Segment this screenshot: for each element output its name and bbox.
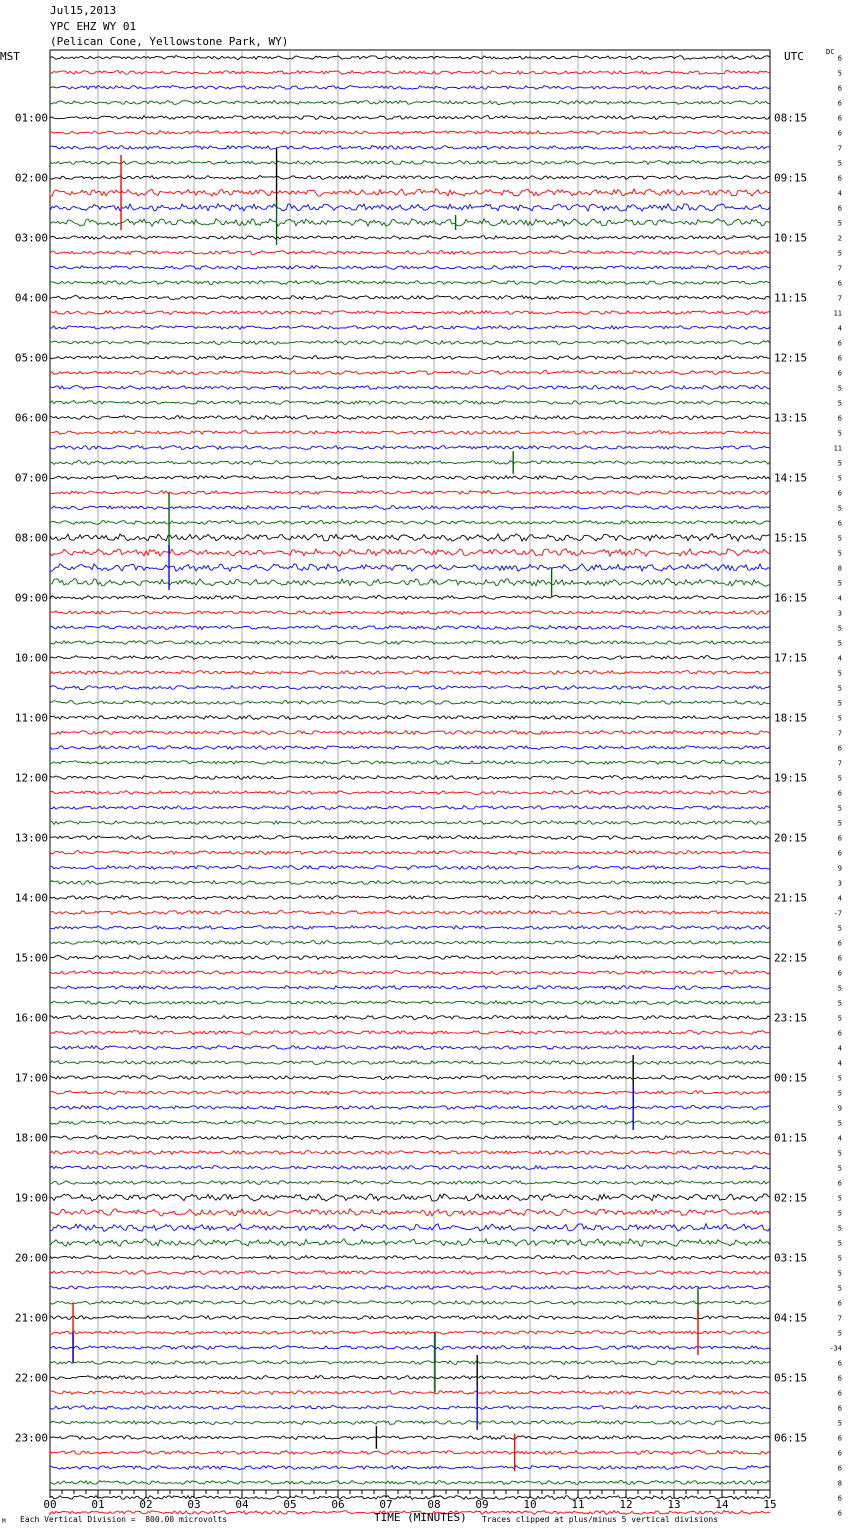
right-hour-label: 23:15: [774, 1011, 808, 1025]
x-tick-label: 06: [331, 1498, 345, 1511]
dc-offset-label: 5: [837, 639, 842, 648]
station-location: (Pelican Cone, Yellowstone Park, WY): [50, 35, 289, 48]
dc-offset-label: 9: [837, 864, 842, 873]
dc-offset-label: 5: [837, 429, 842, 438]
station-code: YPC EHZ WY 01: [50, 20, 137, 33]
dc-offset-label: 6: [837, 1434, 842, 1443]
trace-line: [50, 671, 770, 675]
trace-line: [50, 1481, 770, 1485]
left-hour-label: 01:00: [14, 111, 48, 125]
trace-line: [50, 986, 770, 990]
trace-line: [50, 189, 770, 196]
trace-line: [50, 371, 770, 375]
scale-note: Each Vertical Division = 800.00 microvolts: [20, 1515, 228, 1524]
dc-offset-label: 6: [837, 1464, 842, 1473]
x-tick-label: 07: [379, 1498, 393, 1511]
trace-line: [50, 416, 770, 420]
trace-line: [50, 1151, 770, 1155]
dc-offset-label: 5: [837, 504, 842, 513]
trace-line: [50, 1136, 770, 1140]
trace-line: [50, 506, 770, 510]
trace-line: [50, 956, 770, 960]
trace-line: [50, 281, 770, 285]
trace-line: [50, 1209, 770, 1216]
trace-line: [50, 146, 770, 150]
trace-line: [50, 251, 770, 255]
trace-line: [50, 1016, 770, 1020]
dc-offset-label: 6: [837, 1389, 842, 1398]
left-hour-label: 02:00: [14, 171, 48, 185]
dc-offset-label: 5: [837, 159, 842, 168]
trace-line: [50, 326, 770, 330]
trace-line: [50, 71, 770, 75]
left-hour-label: 17:00: [14, 1071, 48, 1085]
trace-line: [50, 1271, 770, 1275]
trace-line: [50, 1451, 770, 1455]
trace-line: [50, 56, 770, 60]
trace-line: [50, 491, 770, 495]
dc-offset-label: 6: [837, 1179, 842, 1188]
left-hour-label: 14:00: [14, 891, 48, 905]
right-hour-label: 08:15: [774, 111, 808, 125]
x-tick-label: 02: [139, 1498, 153, 1511]
dc-offset-label: 9: [837, 1104, 842, 1113]
left-hour-label: 03:00: [14, 231, 48, 245]
x-tick-label: 04: [235, 1498, 249, 1511]
x-tick-label: 11: [571, 1498, 585, 1511]
dc-offset-label: 6: [837, 834, 842, 843]
trace-line: [50, 131, 770, 135]
dc-offset-label: 3: [837, 609, 842, 618]
left-hour-label: 10:00: [14, 651, 48, 665]
clip-note: Traces clipped at plus/minus 5 vertical divisions: [482, 1515, 719, 1524]
trace-line: [50, 626, 770, 630]
dc-offset-label: 5: [837, 1239, 842, 1248]
x-tick-label: 09: [475, 1498, 489, 1511]
dc-offset-label: 5: [837, 1089, 842, 1098]
dc-offset-label: 4: [837, 324, 842, 333]
trace-line: [50, 836, 770, 840]
dc-offset-label: 6: [837, 1299, 842, 1308]
dc-offset-label: 5: [837, 924, 842, 933]
dc-column-label: DC: [826, 48, 835, 56]
trace-line: [50, 1316, 770, 1320]
dc-offset-label: 5: [837, 1254, 842, 1263]
x-axis-title: TIME (MINUTES): [374, 1511, 467, 1524]
right-hour-label: 03:15: [774, 1251, 808, 1265]
trace-line: [50, 731, 770, 735]
dc-offset-label: 5: [837, 1119, 842, 1128]
trace-line: [50, 881, 770, 885]
dc-offset-label: 4: [837, 1134, 842, 1143]
trace-line: [50, 1046, 770, 1050]
trace-line: [50, 461, 770, 465]
dc-offset-label: 5: [837, 219, 842, 228]
dc-offset-label: 5: [837, 549, 842, 558]
dc-offset-label: 6: [837, 1359, 842, 1368]
dc-offset-label: 4: [837, 1059, 842, 1068]
dc-offset-label: 4: [837, 894, 842, 903]
trace-line: [50, 686, 770, 690]
left-hour-label: 16:00: [14, 1011, 48, 1025]
trace-line: [50, 791, 770, 795]
left-timezone-label: MST: [0, 50, 20, 63]
right-hour-label: 18:15: [774, 711, 808, 725]
dc-offset-label: 5: [837, 1209, 842, 1218]
left-hour-label: 20:00: [14, 1251, 48, 1265]
dc-offset-label: 5: [837, 1269, 842, 1278]
dc-offset-label: 4: [837, 654, 842, 663]
x-tick-label: 00: [43, 1498, 57, 1511]
trace-line: [50, 1376, 770, 1380]
dc-offset-label: 3: [837, 879, 842, 888]
left-hour-label: 22:00: [14, 1371, 48, 1385]
trace-line: [50, 1091, 770, 1095]
corner-mark: M: [2, 1518, 6, 1525]
trace-line: [50, 1406, 770, 1410]
trace-line: [50, 806, 770, 810]
trace-line: [50, 534, 770, 541]
dc-offset-label: 5: [837, 684, 842, 693]
trace-line: [50, 1361, 770, 1365]
trace-line: [50, 431, 770, 435]
dc-offset-label: 6: [837, 54, 842, 63]
right-hour-label: 17:15: [774, 651, 808, 665]
trace-line: [50, 386, 770, 390]
trace-line: [50, 341, 770, 345]
dc-offset-label: 6: [837, 789, 842, 798]
left-hour-label: 06:00: [14, 411, 48, 425]
right-hour-label: 00:15: [774, 1071, 808, 1085]
left-hour-label: 07:00: [14, 471, 48, 485]
dc-offset-label: 8: [837, 1479, 842, 1488]
x-tick-label: 08: [427, 1498, 441, 1511]
left-hour-label: 04:00: [14, 291, 48, 305]
right-hour-label: 13:15: [774, 411, 808, 425]
trace-line: [50, 1391, 770, 1395]
dc-offset-label: 5: [837, 1224, 842, 1233]
trace-line: [50, 641, 770, 645]
trace-line: [50, 941, 770, 945]
trace-line: [50, 926, 770, 930]
plot-frame: [50, 50, 770, 1490]
dc-offset-label: 6: [837, 1404, 842, 1413]
dc-offset-label: 6: [837, 369, 842, 378]
dc-offset-label: 6: [837, 954, 842, 963]
dc-offset-label: 5: [837, 474, 842, 483]
dc-offset-label: 6: [837, 174, 842, 183]
trace-line: [50, 1239, 770, 1247]
left-hour-label: 21:00: [14, 1311, 48, 1325]
right-hour-label: 22:15: [774, 951, 808, 965]
right-hour-label: 11:15: [774, 291, 808, 305]
dc-offset-label: 5: [837, 1014, 842, 1023]
right-hour-label: 19:15: [774, 771, 808, 785]
dc-offset-label: 5: [837, 399, 842, 408]
trace-line: [50, 1301, 770, 1305]
trace-line: [50, 446, 770, 450]
trace-line: [50, 521, 770, 525]
left-hour-label: 12:00: [14, 771, 48, 785]
trace-line: [50, 476, 770, 480]
left-hour-label: 13:00: [14, 831, 48, 845]
trace-line: [50, 701, 770, 705]
trace-line: [50, 1436, 770, 1440]
trace-line: [50, 761, 770, 765]
x-tick-label: 12: [619, 1498, 633, 1511]
trace-line: [50, 266, 770, 270]
trace-line: [50, 1331, 770, 1335]
dc-offset-label: 6: [837, 744, 842, 753]
trace-line: [50, 1421, 770, 1425]
trace-line: [50, 116, 770, 120]
trace-line: [50, 176, 770, 180]
dc-offset-label: 6: [837, 129, 842, 138]
trace-line: [50, 1256, 770, 1260]
trace-line: [50, 1346, 770, 1350]
trace-line: [50, 296, 770, 300]
dc-offset-label: 7: [837, 294, 842, 303]
dc-offset-label: 4: [837, 189, 842, 198]
right-hour-label: 15:15: [774, 531, 808, 545]
trace-line: [50, 656, 770, 660]
left-hour-label: 18:00: [14, 1131, 48, 1145]
trace-line: [50, 866, 770, 870]
dc-offset-label: 6: [837, 969, 842, 978]
trace-line: [50, 86, 770, 90]
right-hour-label: 09:15: [774, 171, 808, 185]
dc-offset-label: 5: [837, 1284, 842, 1293]
dc-offset-label: 5: [837, 999, 842, 1008]
x-tick-label: 13: [667, 1498, 681, 1511]
trace-line: [50, 1224, 770, 1232]
right-hour-label: 12:15: [774, 351, 808, 365]
dc-offset-label: 5: [837, 1194, 842, 1203]
trace-line: [50, 1466, 770, 1470]
dc-offset-label: 6: [837, 1374, 842, 1383]
dc-offset-label: 7: [837, 729, 842, 738]
dc-offset-label: 5: [837, 534, 842, 543]
trace-line: [50, 896, 770, 900]
left-hour-label: 09:00: [14, 591, 48, 605]
trace-line: [50, 579, 770, 586]
right-hour-label: 05:15: [774, 1371, 808, 1385]
trace-line: [50, 776, 770, 780]
dc-offset-label: 5: [837, 1419, 842, 1428]
trace-line: [50, 1194, 770, 1201]
trace-line: [50, 1001, 770, 1005]
right-hour-label: 14:15: [774, 471, 808, 485]
record-date: Jul15,2013: [50, 4, 117, 17]
trace-line: [50, 821, 770, 825]
dc-offset-label: 6: [837, 99, 842, 108]
right-hour-label: 02:15: [774, 1191, 808, 1205]
x-tick-label: 10: [523, 1498, 537, 1511]
right-timezone-label: UTC: [784, 50, 804, 63]
dc-offset-label: -7: [833, 909, 842, 918]
left-hour-label: 08:00: [14, 531, 48, 545]
trace-line: [50, 1496, 770, 1500]
dc-offset-label: 5: [837, 669, 842, 678]
dc-offset-label: 7: [837, 264, 842, 273]
trace-line: [50, 549, 770, 557]
x-tick-label: 14: [715, 1498, 729, 1511]
x-tick-label: 15: [763, 1498, 777, 1511]
dc-offset-label: 5: [837, 624, 842, 633]
dc-offset-label: 5: [837, 819, 842, 828]
dc-offset-label: 5: [837, 804, 842, 813]
trace-line: [50, 1061, 770, 1065]
dc-offset-label: 6: [837, 1494, 842, 1503]
right-hour-label: 21:15: [774, 891, 808, 905]
trace-line: [50, 564, 770, 572]
dc-offset-label: 5: [837, 1149, 842, 1158]
trace-line: [50, 401, 770, 405]
trace-line: [50, 204, 770, 211]
dc-offset-label: 6: [837, 939, 842, 948]
left-hour-label: 11:00: [14, 711, 48, 725]
trace-line: [50, 1166, 770, 1170]
dc-offset-label: 6: [837, 114, 842, 123]
dc-offset-label: 8: [837, 564, 842, 573]
dc-offset-label: 4: [837, 594, 842, 603]
dc-offset-label: 7: [837, 1314, 842, 1323]
dc-offset-label: 5: [837, 1074, 842, 1083]
dc-offset-label: 7: [837, 759, 842, 768]
trace-line: [50, 1286, 770, 1290]
right-hour-label: 20:15: [774, 831, 808, 845]
trace-line: [50, 1121, 770, 1125]
dc-offset-label: 11: [833, 309, 842, 318]
trace-line: [50, 236, 770, 240]
right-hour-label: 04:15: [774, 1311, 808, 1325]
left-hour-label: 05:00: [14, 351, 48, 365]
dc-offset-label: 6: [837, 489, 842, 498]
right-hour-label: 10:15: [774, 231, 808, 245]
right-hour-label: 06:15: [774, 1431, 808, 1445]
dc-offset-label: 6: [837, 339, 842, 348]
dc-offset-label: 5: [837, 249, 842, 258]
dc-offset-label: 6: [837, 84, 842, 93]
x-tick-label: 03: [187, 1498, 201, 1511]
trace-line: [50, 596, 770, 600]
trace-line: [50, 219, 770, 226]
trace-line: [50, 311, 770, 315]
dc-offset-label: 6: [837, 279, 842, 288]
trace-line: [50, 1106, 770, 1110]
trace-line: [50, 716, 770, 720]
trace-line: [50, 1031, 770, 1035]
trace-line: [50, 746, 770, 750]
dc-offset-label: 11: [833, 444, 842, 453]
dc-offset-label: 6: [837, 1449, 842, 1458]
dc-offset-label: 5: [837, 1164, 842, 1173]
trace-line: [50, 971, 770, 975]
dc-offset-label: 6: [837, 1029, 842, 1038]
dc-offset-label: 6: [837, 849, 842, 858]
dc-offset-label: -34: [829, 1344, 842, 1353]
trace-line: [50, 101, 770, 105]
dc-offset-label: 5: [837, 984, 842, 993]
dc-offset-label: 5: [837, 774, 842, 783]
dc-offset-label: 5: [837, 579, 842, 588]
trace-line: [50, 911, 770, 915]
trace-line: [50, 161, 770, 165]
right-hour-label: 01:15: [774, 1131, 808, 1145]
dc-offset-label: 6: [837, 519, 842, 528]
x-tick-label: 05: [283, 1498, 297, 1511]
dc-offset-label: 5: [837, 69, 842, 78]
dc-offset-label: 5: [837, 384, 842, 393]
trace-line: [50, 611, 770, 615]
dc-offset-label: 6: [837, 1509, 842, 1518]
trace-line: [50, 851, 770, 855]
trace-line: [50, 1076, 770, 1080]
trace-line: [50, 356, 770, 360]
dc-offset-label: 5: [837, 714, 842, 723]
left-hour-label: 23:00: [14, 1431, 48, 1445]
x-tick-label: 01: [91, 1498, 105, 1511]
dc-offset-label: 2: [837, 234, 842, 243]
dc-offset-label: 4: [837, 1044, 842, 1053]
left-hour-label: 15:00: [14, 951, 48, 965]
dc-offset-label: 5: [837, 699, 842, 708]
dc-offset-label: 5: [837, 459, 842, 468]
dc-offset-label: 6: [837, 414, 842, 423]
left-hour-label: 19:00: [14, 1191, 48, 1205]
trace-line: [50, 1181, 770, 1185]
dc-offset-label: 6: [837, 354, 842, 363]
right-hour-label: 16:15: [774, 591, 808, 605]
dc-offset-label: 5: [837, 1329, 842, 1338]
dc-offset-label: 6: [837, 204, 842, 213]
dc-offset-label: 7: [837, 144, 842, 153]
